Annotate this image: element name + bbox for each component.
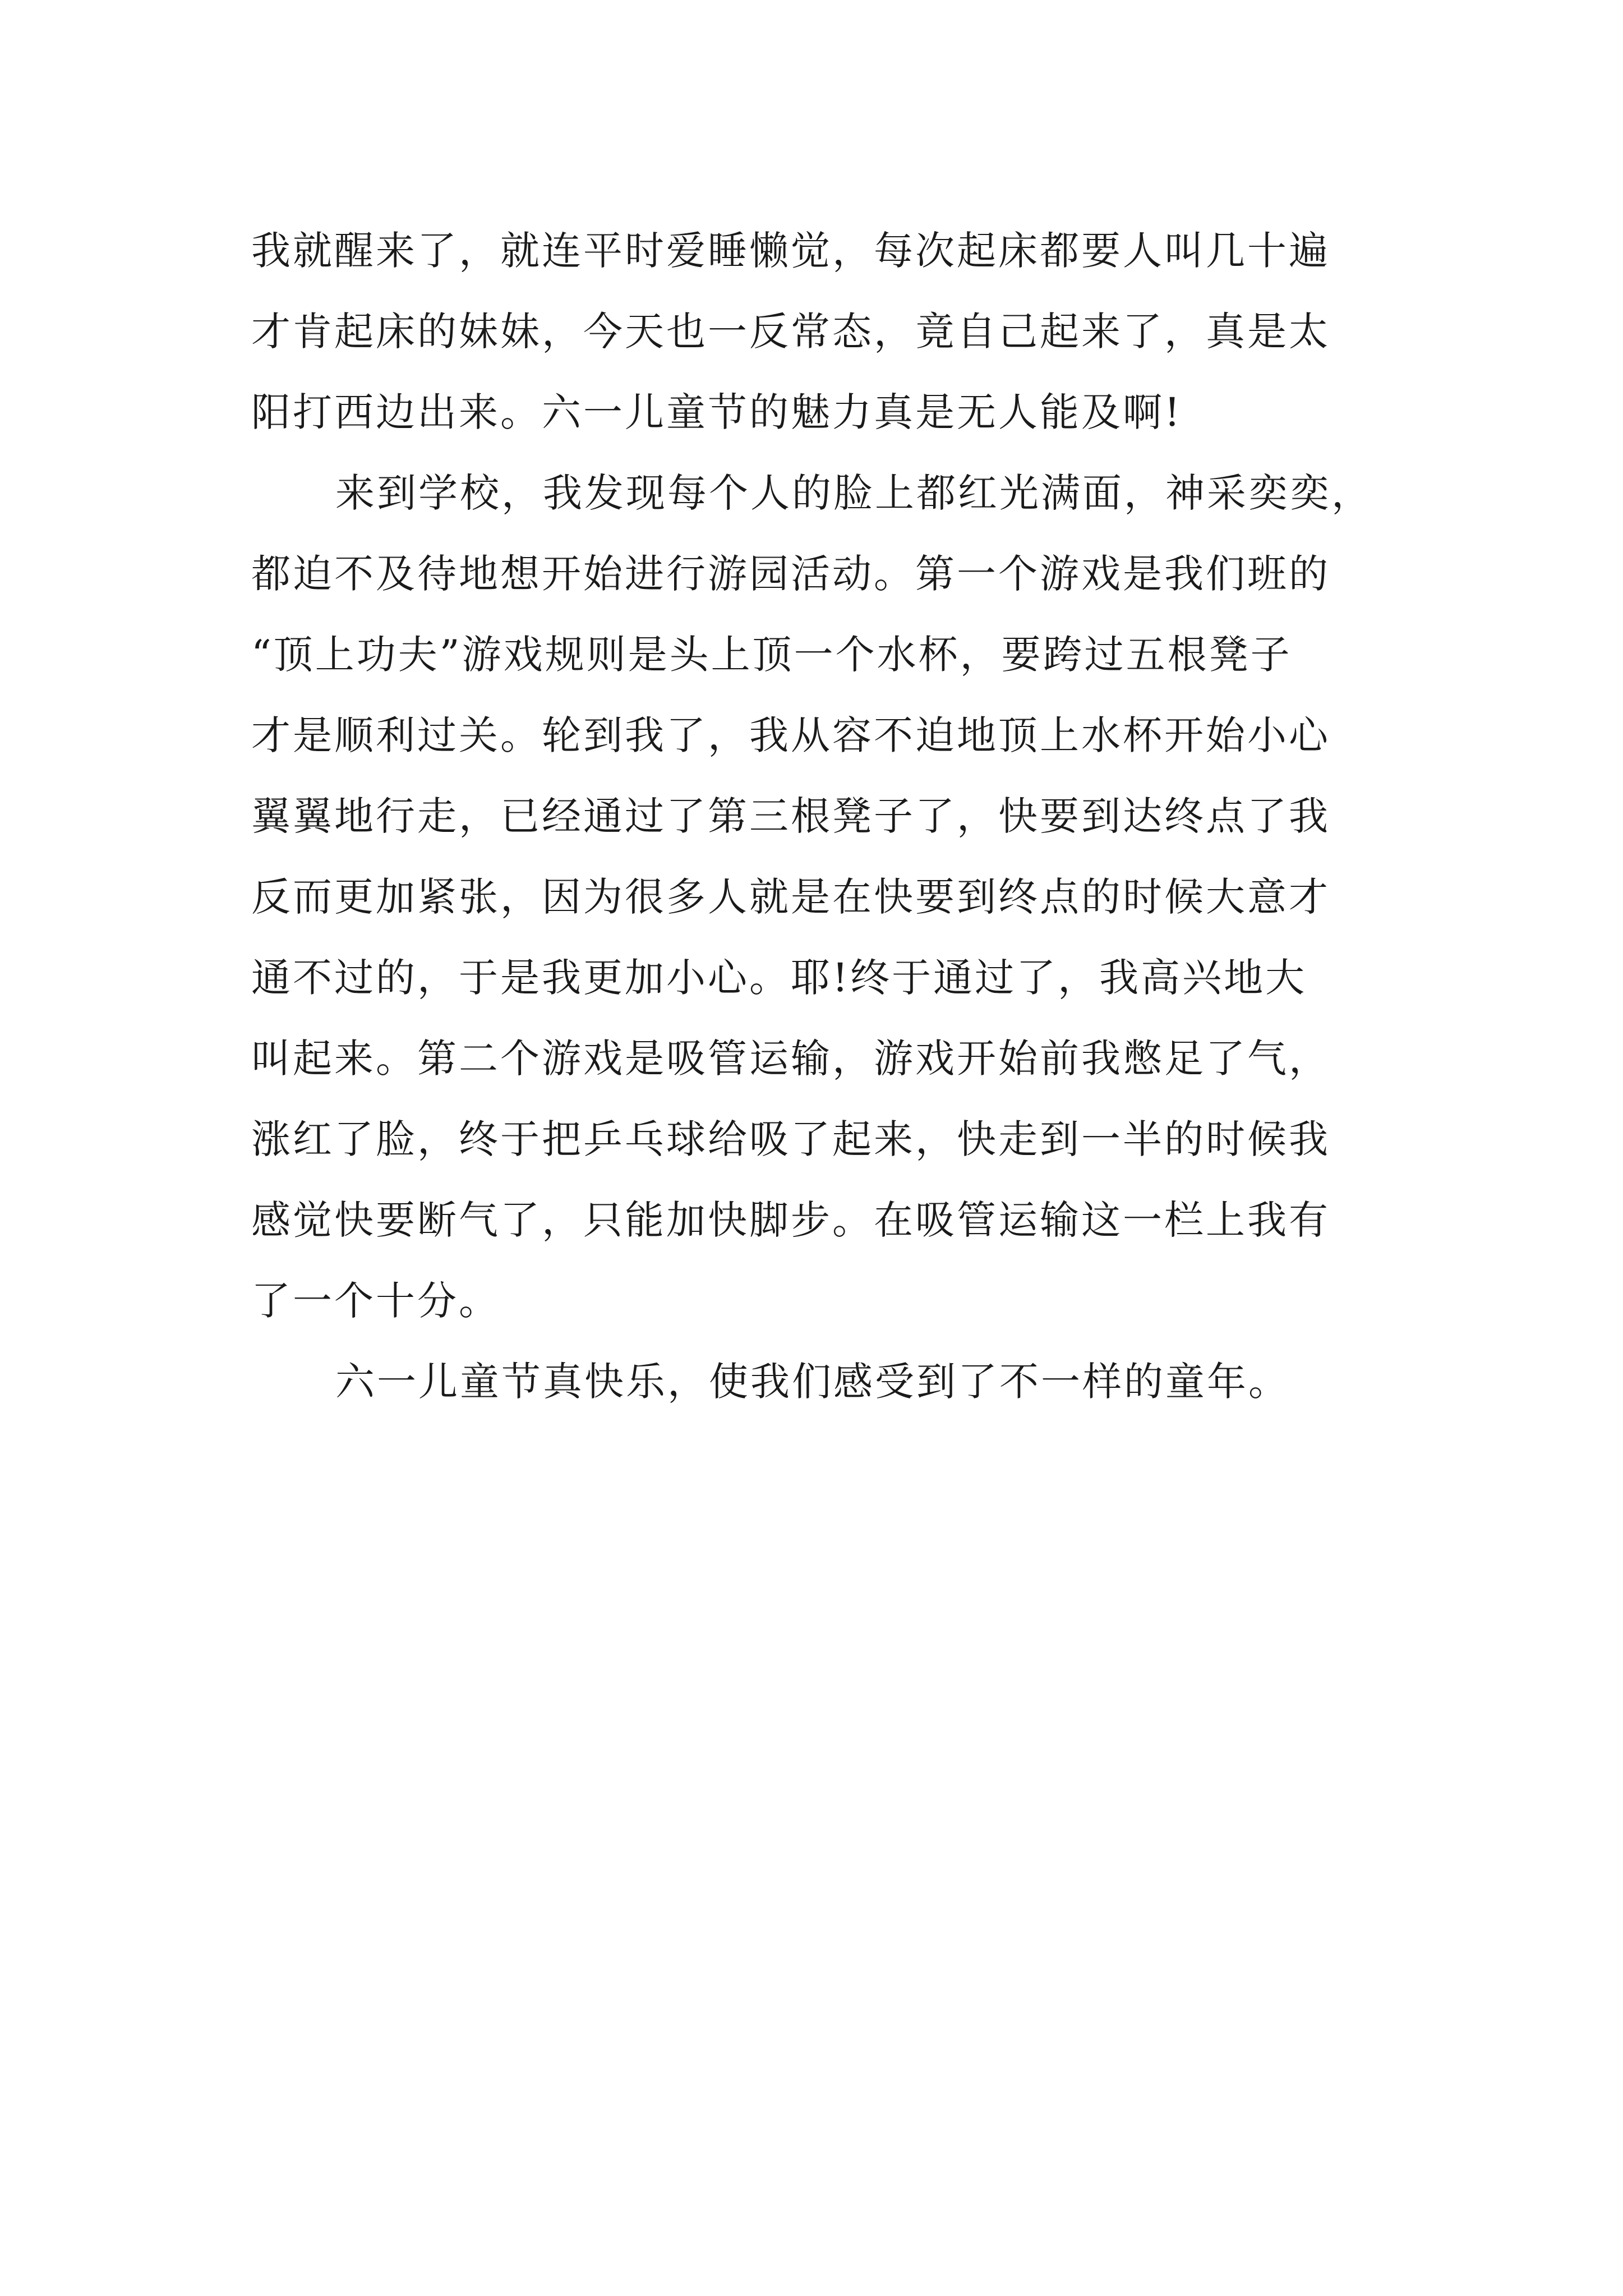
paragraph-start-line: 六一儿童节真快乐，使我们感受到了不一样的童年。 xyxy=(335,1359,1290,1405)
text-line: 通不过的，于是我更加小心。耶!终于通过了，我高兴地大 xyxy=(251,955,1307,1001)
text-line: 反而更加紧张，因为很多人就是在快要到终点的时候大意才 xyxy=(251,874,1330,920)
text-line: 都迫不及待地想开始进行游园活动。第一个游戏是我们班的 xyxy=(251,551,1330,597)
text-line: 了一个十分。 xyxy=(251,1278,500,1324)
text-line: 感觉快要断气了，只能加快脚步。在吸管运输这一栏上我有 xyxy=(251,1197,1330,1243)
text-line: 翼翼地行走，已经通过了第三根凳子了，快要到达终点了我 xyxy=(251,793,1330,839)
text-line: 涨红了脸，终于把乒乓球给吸了起来，快走到一半的时候我 xyxy=(251,1116,1330,1162)
text-line: 才肯起床的妹妹，今天也一反常态，竟自己起来了，真是太 xyxy=(251,309,1330,355)
paragraph-start-line: 来到学校，我发现每个人的脸上都红光满面，神采奕奕， xyxy=(335,470,1373,516)
document-body xyxy=(251,210,1384,1422)
text-line: 阳打西边出来。六一儿童节的魅力真是无人能及啊! xyxy=(251,389,1183,435)
text-line: 叫起来。第二个游戏是吸管运输，游戏开始前我憋足了气， xyxy=(251,1036,1330,1082)
text-line: 我就醒来了，就连平时爱睡懒觉，每次起床都要人叫几十遍 xyxy=(251,228,1330,274)
text-line: 才是顺利过关。轮到我了，我从容不迫地顶上水杯开始小心 xyxy=(251,712,1330,758)
text-line: “顶上功夫”游戏规则是头上顶一个水杯，要跨过五根凳子 xyxy=(251,632,1292,678)
